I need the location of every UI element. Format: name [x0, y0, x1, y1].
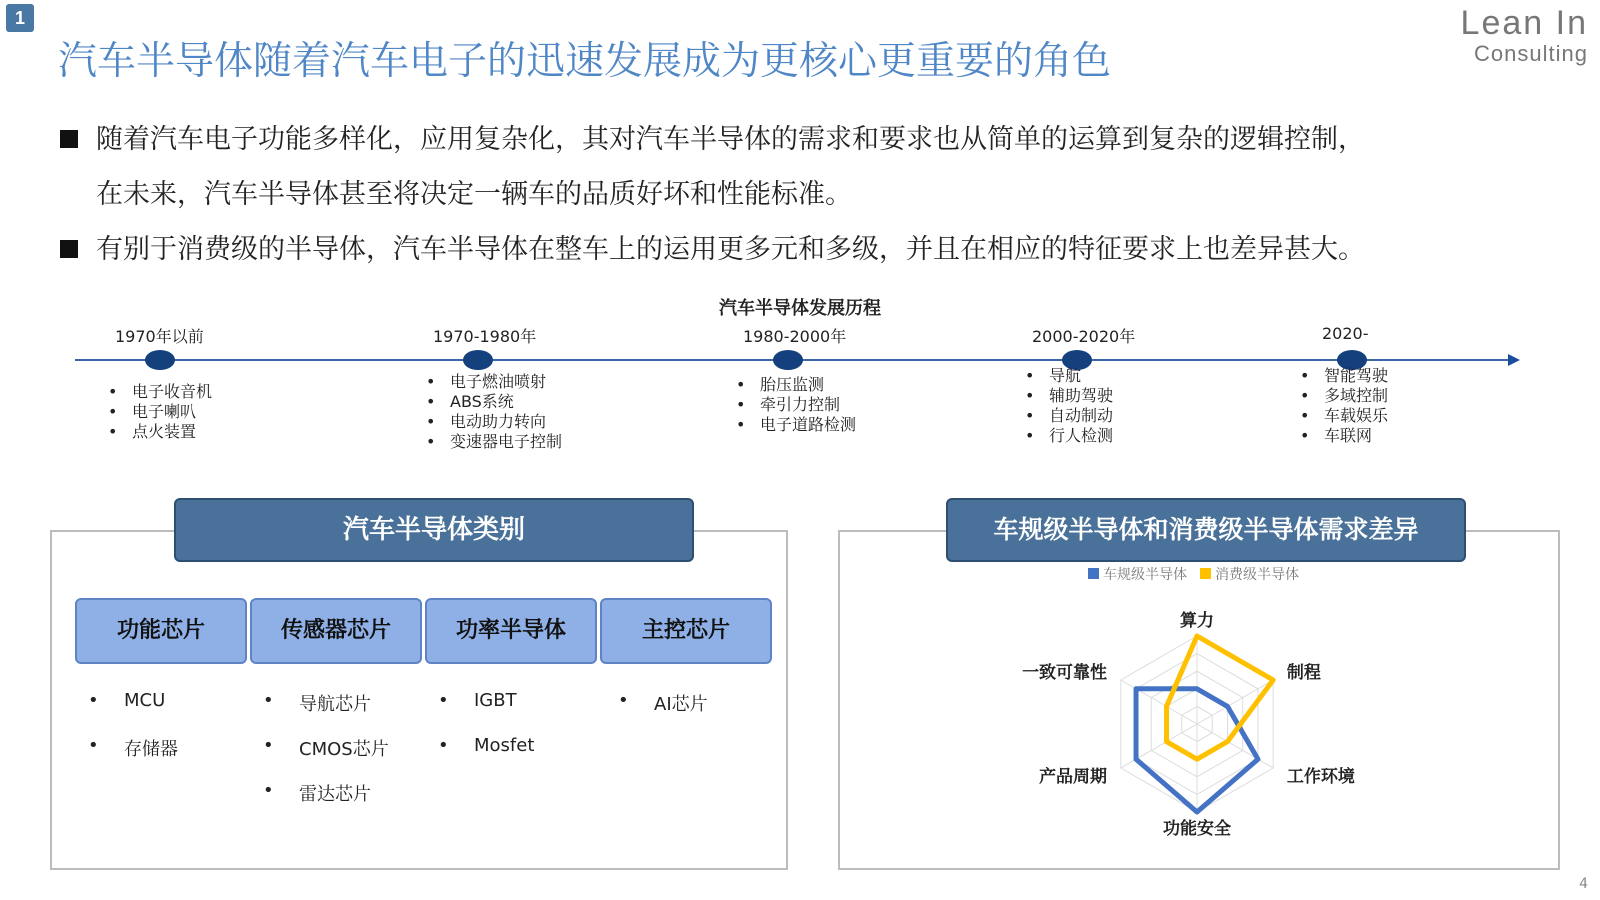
- category-item: • AI芯片: [618, 690, 708, 735]
- radar-axis-label: 一致可靠性: [1022, 663, 1108, 684]
- category-item: • 存储器: [88, 735, 178, 780]
- category-item: • Mosfet: [438, 735, 534, 780]
- square-bullet-icon: [60, 240, 78, 258]
- category-item: • IGBT: [438, 690, 534, 735]
- logo: [1461, 6, 1588, 65]
- timeline-item: • 多域控制: [1300, 386, 1388, 406]
- timeline-items: [426, 372, 562, 452]
- radar-chart: [840, 566, 1556, 864]
- timeline-item: • 车载娱乐: [1300, 406, 1388, 426]
- timeline-items: [1025, 366, 1113, 446]
- timeline-item: • 自动制动: [1025, 406, 1113, 426]
- category-box: 功能芯片: [75, 598, 247, 664]
- page-badge: 1: [6, 4, 34, 32]
- timeline-item: • 智能驾驶: [1300, 366, 1388, 386]
- timeline-item: • 电动助力转向: [426, 412, 562, 432]
- timeline-period-label: 2000-2020年: [1032, 327, 1136, 346]
- timeline-item: • 辅助驾驶: [1025, 386, 1113, 406]
- timeline-item: • 牵引力控制: [736, 395, 856, 415]
- page-number: 4: [1579, 876, 1588, 892]
- category-box: 传感器芯片: [250, 598, 422, 664]
- timeline-item: • 电子喇叭: [108, 402, 212, 422]
- timeline-item: • 车联网: [1300, 426, 1388, 446]
- square-bullet-icon: [60, 130, 78, 148]
- radar-axis-label: 产品周期: [1039, 766, 1108, 787]
- timeline-items: [108, 382, 212, 442]
- bullet-text: 有别于消费级的半导体，汽车半导体在整车上的运用更多元和多级，并且在相应的特征要求上也差异甚大。: [96, 234, 1365, 265]
- timeline-title: 汽车半导体发展历程: [719, 298, 881, 319]
- categories-panel-header: 汽车半导体类别: [174, 498, 694, 562]
- legend-label: 车规级半导体: [1103, 567, 1187, 583]
- timeline-item: • 电子收音机: [108, 382, 212, 402]
- bullet-list: [58, 112, 1558, 277]
- category-item: • MCU: [88, 690, 178, 735]
- timeline-period-label: 1970年以前: [115, 327, 204, 346]
- timeline-item: • 胎压监测: [736, 375, 856, 395]
- bullet-item: [58, 222, 1558, 277]
- timeline-item: • 行人检测: [1025, 426, 1113, 446]
- bullet-text: 在未来，汽车半导体甚至将决定一辆车的品质好坏和性能标准。: [96, 179, 852, 210]
- timeline-item: • ABS系统: [426, 392, 562, 412]
- timeline-item: • 点火装置: [108, 422, 212, 442]
- category-box: 功率半导体: [425, 598, 597, 664]
- radar-panel-header: 车规级半导体和消费级半导体需求差异: [946, 498, 1466, 562]
- timeline-dot: [463, 350, 493, 370]
- timeline-items: [736, 375, 856, 435]
- legend-label: 消费级半导体: [1215, 567, 1299, 583]
- timeline-period-label: 1980-2000年: [743, 327, 847, 346]
- logo-line-2: Consulting: [1474, 40, 1588, 66]
- radar-axis-label: 算力: [1180, 611, 1214, 632]
- timeline-period-label: 1970-1980年: [433, 327, 537, 346]
- category-item: • 雷达芯片: [263, 780, 389, 825]
- category-item: • 导航芯片: [263, 690, 389, 735]
- timeline-item: • 变速器电子控制: [426, 432, 562, 452]
- radar-axis-label: 工作环境: [1286, 766, 1355, 787]
- timeline-period-label: 2020-: [1322, 324, 1369, 343]
- arrow-right-icon: [1508, 354, 1520, 366]
- radar-axis-label: 制程: [1286, 663, 1321, 684]
- legend-swatch: [1200, 568, 1211, 579]
- category-item: • CMOS芯片: [263, 735, 389, 780]
- category-items: [263, 690, 389, 825]
- category-box: 主控芯片: [600, 598, 772, 664]
- timeline-item: • 导航: [1025, 366, 1113, 386]
- category-items: [438, 690, 534, 780]
- page-title: 汽车半导体随着汽车电子的迅速发展成为更核心更重要的角色: [58, 39, 1112, 84]
- timeline-items: [1300, 366, 1388, 446]
- logo-line-1: Lean In: [1460, 4, 1588, 42]
- timeline-dot: [145, 350, 175, 370]
- category-items: [618, 690, 708, 735]
- radar-axis-label: 功能安全: [1163, 818, 1231, 839]
- bullet-text: 随着汽车电子功能多样化，应用复杂化，其对汽车半导体的需求和要求也从简单的运算到复杂的逻辑控制，: [96, 124, 1365, 155]
- timeline-dot: [773, 350, 803, 370]
- bullet-item: [58, 112, 1558, 222]
- radar-spoke: [1121, 724, 1197, 768]
- timeline-item: • 电子道路检测: [736, 415, 856, 435]
- category-items: [88, 690, 178, 780]
- timeline-item: • 电子燃油喷射: [426, 372, 562, 392]
- legend-swatch: [1088, 568, 1099, 579]
